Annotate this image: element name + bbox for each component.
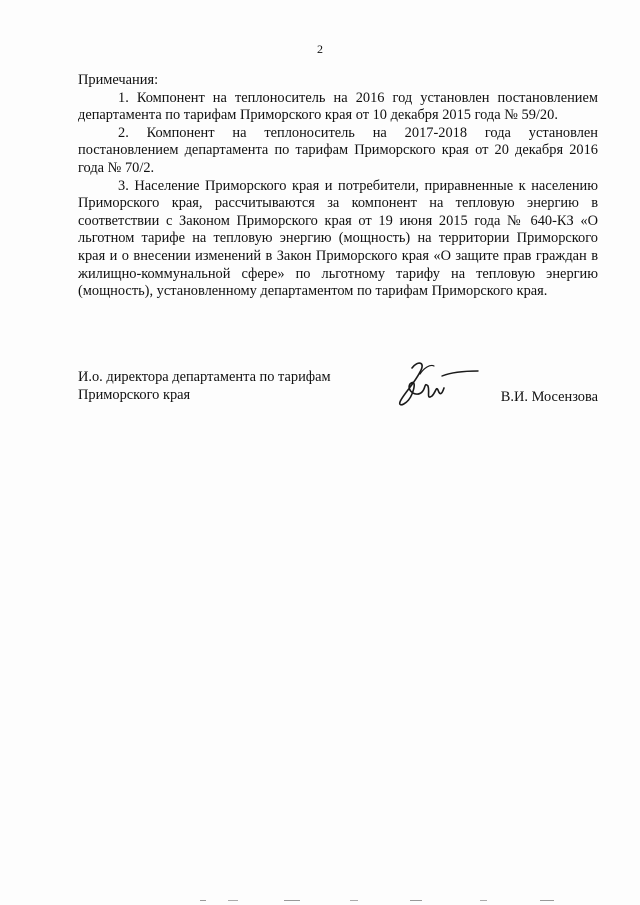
note-item-2: 2. Компонент на теплоноситель на 2017-2018 года установлен постановлением департамента по тарифам Приморского края от 20 декабря 2016 года № 70/2. [78,124,598,176]
signatory-name: В.И. Мосензова [500,389,598,405]
handwritten-signature-icon [390,358,480,410]
signatory-position-line-1: И.о. директора департамента по тарифам [78,369,331,385]
note-item-1: 1. Компонент на теплоноситель на 2016 год установлен постановлением департамента по тарифам Приморского края от 10 декабря 2015 года № 59/20. [78,89,598,124]
signatory-position [78,368,378,404]
notes-section [78,72,598,301]
scan-artifact-marks [200,899,600,903]
page-number: 2 [317,42,323,56]
signature-block [78,368,598,418]
notes-heading: Примечания: [78,72,159,88]
note-item-3: 3. Население Приморского края и потребители, приравненные к населению Приморского края, рассчитываются за компонент на тепловую энергию в соответствии с Законом Приморского края от 19 июня 2015 года № 640-КЗ «О льготном тарифе на тепловую энергию (мощность) на территории Приморского края и о внесении изменений в Закон Приморского края «О защите прав граждан в жилищно-коммунальной сфере» по льготному тарифу на тепловую энергию (мощность), установленному департаментом по тарифам Приморского края. [78,177,598,300]
signatory-position-line-2: Приморского края [78,387,191,403]
